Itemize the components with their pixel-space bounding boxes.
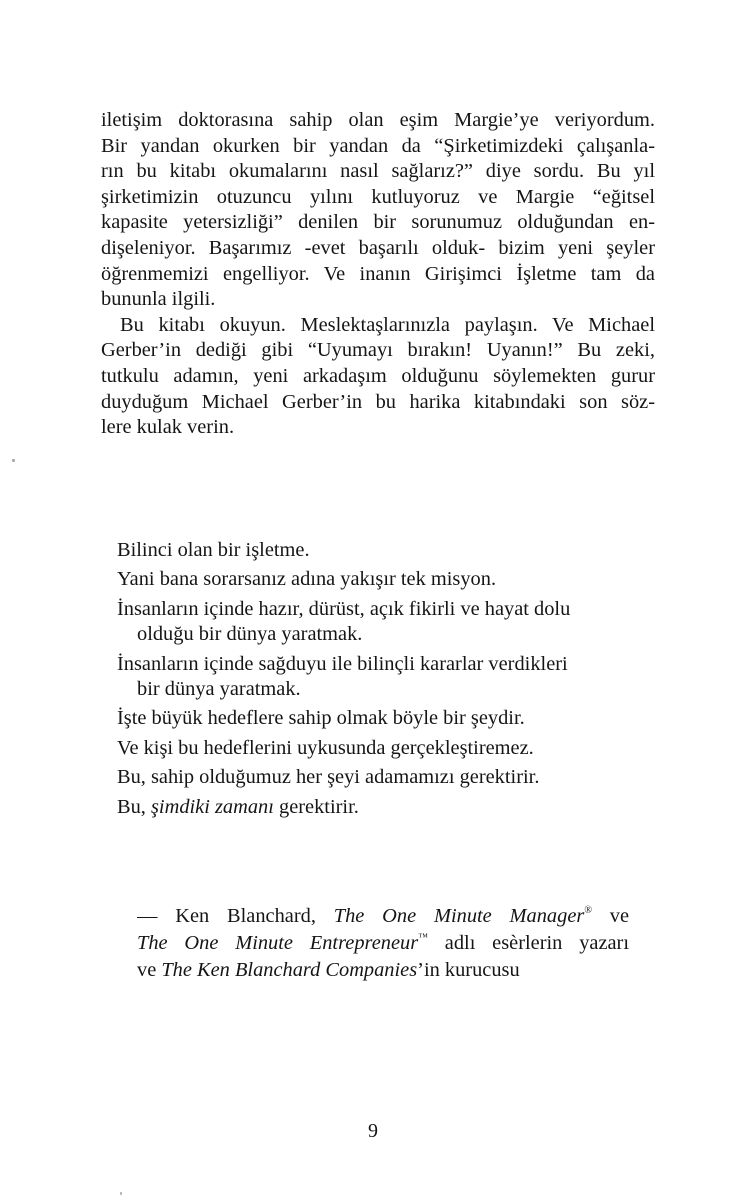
text-line: kapasite yetersizliği” denilen bir sorunumuz olduğundan en-	[101, 211, 655, 234]
poem-line	[117, 597, 657, 648]
text-line: Bir yandan okurken bir yandan da “Şirketimizdeki çalışanla-	[101, 134, 655, 157]
text-line: Bu kitabı okuyun. Meslektaşlarınızla paylaşın. Ve Michael	[120, 313, 655, 336]
poem-line	[117, 538, 657, 563]
poem-last-emphasis: şimdiki zamanı	[151, 795, 274, 818]
text-line: rın bu kitabı okumalarını nasıl sağlarız?” diye sordu. Bu yıl	[101, 160, 655, 183]
attribution-text: ’in kurucusu	[417, 959, 520, 981]
text-line: dişeleniyor. Başarımız -evet başarılı olduk- bizim yeni şeyler	[101, 236, 655, 259]
attribution-text: ve	[591, 905, 629, 927]
text-line: Gerber’in dediği gibi “Uyumayı bırakın! Uyanın!” Bu zeki,	[101, 339, 655, 362]
book-title: The One Minute Entrepreneur	[137, 932, 419, 954]
scan-speck	[12, 459, 15, 462]
poem-line-text: Bilinci olan bir işletme.	[117, 539, 310, 561]
poem-line	[117, 736, 657, 761]
book-title: The One Minute Manager	[333, 905, 585, 927]
poem-line-text	[117, 795, 657, 820]
company-name: The Ken Blanchard Companies	[161, 959, 418, 981]
poem-last-prefix: Bu,	[117, 795, 151, 818]
poem-line	[117, 795, 657, 820]
poem-line-text: İşte büyük hedeflere sahip olmak böyle bir şeydir.	[117, 707, 525, 730]
text-line: şirketimizin otuzuncu yılını kutluyoruz ve Margie “eğitsel	[101, 185, 655, 208]
attribution-line	[137, 957, 629, 984]
attribution-text: adlı esèrlerin yazarı	[427, 932, 629, 954]
registered-mark: ®	[584, 905, 592, 916]
poem-line-continuation: bir dünya yaratmak.	[137, 678, 301, 701]
poem-line-continuation: olduğu bir dünya yaratmak.	[137, 623, 363, 646]
poem-line	[117, 652, 657, 703]
poem-line-text: Ve kişi bu hedeflerini uykusunda gerçekleştiremez.	[117, 736, 534, 759]
body-text	[101, 108, 655, 441]
attribution-author: — Ken Blanchard,	[137, 905, 334, 927]
text-line: tutkulu adamın, yeni arkadaşım olduğunu söylemekten gurur	[101, 364, 655, 387]
attribution-text: ve	[137, 959, 162, 981]
poem-last-suffix: gerektirir.	[273, 795, 359, 818]
attribution-line	[137, 930, 629, 957]
text-line: öğrenmemizi engelliyor. Ve inanın Girişimci İşletme tam da	[101, 262, 655, 285]
trademark-mark: ™	[418, 932, 428, 943]
attribution	[137, 903, 629, 984]
page-number: 9	[368, 1120, 378, 1142]
poem-line	[117, 567, 657, 592]
poem-line-text: İnsanların içinde hazır, dürüst, açık fikirli ve hayat dolu	[117, 597, 571, 620]
poem-line-text: İnsanların içinde sağduyu ile bilinçli kararlar verdikleri	[117, 652, 568, 675]
text-line: duyduğum Michael Gerber’in bu harika kitabındaki son söz-	[101, 390, 655, 413]
text-line: iletişim doktorasına sahip olan eşim Margie’ye veriyordum.	[101, 109, 655, 131]
attribution-line	[137, 903, 629, 930]
poem-quote	[117, 538, 657, 824]
text-line: bununla ilgili.	[101, 288, 216, 311]
poem-line	[117, 765, 657, 790]
poem-line-text: Bu, sahip olduğumuz her şeyi adamamızı gerektirir.	[117, 766, 540, 789]
poem-line	[117, 706, 657, 731]
poem-line-text: Yani bana sorarsanız adına yakışır tek misyon.	[117, 568, 497, 591]
text-line: lere kulak verin.	[101, 416, 235, 439]
scan-speck	[120, 1192, 122, 1195]
